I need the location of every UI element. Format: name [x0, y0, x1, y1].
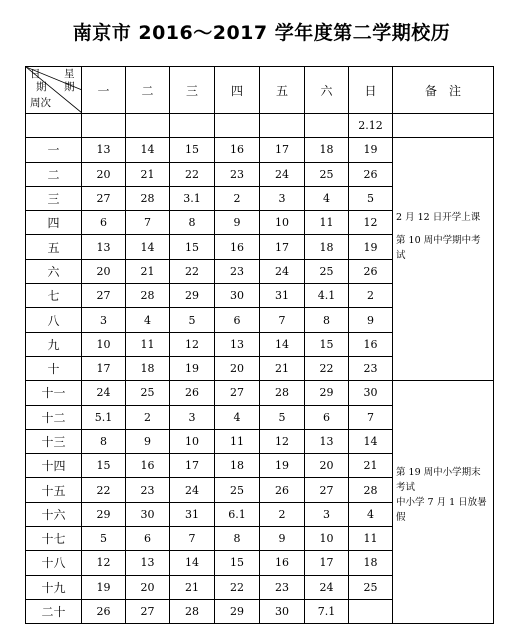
week-label: 十九	[26, 575, 82, 599]
date-cell: 12	[260, 429, 305, 453]
date-cell: 31	[170, 502, 215, 526]
date-cell: 15	[170, 235, 215, 259]
date-cell: 27	[305, 478, 349, 502]
date-cell: 19	[260, 454, 305, 478]
date-cell: 7	[349, 405, 393, 429]
date-cell: 22	[82, 478, 126, 502]
date-cell: 24	[260, 162, 305, 186]
date-cell: 2	[126, 405, 170, 429]
day-header-thu: 四	[215, 67, 260, 114]
date-cell: 24	[170, 478, 215, 502]
date-cell: 4	[126, 308, 170, 332]
date-cell: 16	[215, 235, 260, 259]
date-cell: 12	[170, 332, 215, 356]
date-cell: 3	[260, 186, 305, 210]
date-cell	[170, 114, 215, 138]
date-cell: 14	[260, 332, 305, 356]
week-label: 二	[26, 162, 82, 186]
date-cell: 15	[215, 551, 260, 575]
corner-ri-label: 日	[30, 68, 41, 80]
date-cell	[349, 599, 393, 623]
date-cell: 7	[260, 308, 305, 332]
date-cell: 30	[215, 284, 260, 308]
date-cell: 22	[305, 356, 349, 380]
date-cell: 13	[82, 235, 126, 259]
date-cell: 21	[126, 259, 170, 283]
date-cell: 19	[349, 235, 393, 259]
date-cell: 13	[215, 332, 260, 356]
date-cell: 10	[170, 429, 215, 453]
date-cell: 8	[170, 211, 215, 235]
week-row	[26, 381, 494, 405]
date-cell: 3	[82, 308, 126, 332]
date-cell	[260, 114, 305, 138]
date-cell: 24	[260, 259, 305, 283]
date-cell: 16	[126, 454, 170, 478]
date-cell: 2	[260, 502, 305, 526]
date-cell: 27	[126, 599, 170, 623]
date-cell: 8	[82, 429, 126, 453]
date-cell: 28	[260, 381, 305, 405]
date-cell: 14	[126, 235, 170, 259]
date-cell: 6	[305, 405, 349, 429]
week-label: 十三	[26, 429, 82, 453]
remark-text: 中小学 7 月 1 日放暑假	[396, 497, 487, 524]
date-cell: 5	[260, 405, 305, 429]
week-label: 九	[26, 332, 82, 356]
date-cell: 27	[82, 186, 126, 210]
date-cell: 18	[215, 454, 260, 478]
week-label: 二十	[26, 599, 82, 623]
corner-xing-label: 星	[64, 68, 75, 80]
date-cell: 2	[215, 186, 260, 210]
date-cell: 29	[82, 502, 126, 526]
date-cell: 3	[305, 502, 349, 526]
date-cell: 4	[215, 405, 260, 429]
date-cell: 11	[305, 211, 349, 235]
date-cell: 7	[126, 211, 170, 235]
date-cell: 16	[215, 138, 260, 162]
date-cell: 7	[170, 527, 215, 551]
date-cell: 17	[305, 551, 349, 575]
date-cell: 14	[170, 551, 215, 575]
date-cell: 20	[305, 454, 349, 478]
date-cell: 12	[82, 551, 126, 575]
corner-header-cell	[26, 67, 82, 114]
date-cell: 27	[82, 284, 126, 308]
day-header-tue: 二	[126, 67, 170, 114]
date-cell: 9	[126, 429, 170, 453]
date-cell: 21	[126, 162, 170, 186]
date-cell: 25	[305, 162, 349, 186]
date-cell: 8	[305, 308, 349, 332]
week-label: 一	[26, 138, 82, 162]
remark-text: 2 月 12 日开学上课	[396, 212, 481, 224]
week-label: 十	[26, 356, 82, 380]
date-cell: 12	[349, 211, 393, 235]
remark-text: 第 19 周中小学期末考试	[396, 467, 481, 494]
date-cell: 30	[349, 381, 393, 405]
date-cell	[215, 114, 260, 138]
date-cell: 21	[349, 454, 393, 478]
remark-text: 第 10 周中学期中考试	[396, 235, 481, 262]
date-cell: 13	[126, 551, 170, 575]
date-cell: 2.12	[349, 114, 393, 138]
date-cell: 21	[260, 356, 305, 380]
corner-zhouci-label: 周次	[30, 97, 51, 109]
week-label: 十五	[26, 478, 82, 502]
date-cell: 26	[349, 259, 393, 283]
week-label: 十八	[26, 551, 82, 575]
corner-qi2-label: 期	[64, 81, 75, 93]
date-cell: 20	[82, 259, 126, 283]
date-cell: 20	[126, 575, 170, 599]
date-cell: 22	[170, 162, 215, 186]
date-cell: 3.1	[170, 186, 215, 210]
date-cell: 17	[260, 138, 305, 162]
date-cell: 25	[215, 478, 260, 502]
date-cell: 6.1	[215, 502, 260, 526]
date-cell: 30	[126, 502, 170, 526]
week-label: 十四	[26, 454, 82, 478]
week-row	[26, 114, 494, 138]
date-cell: 10	[305, 527, 349, 551]
date-cell: 20	[215, 356, 260, 380]
date-cell: 29	[170, 284, 215, 308]
date-cell: 25	[305, 259, 349, 283]
date-cell: 5.1	[82, 405, 126, 429]
date-cell: 17	[82, 356, 126, 380]
date-cell: 23	[126, 478, 170, 502]
date-cell: 5	[170, 308, 215, 332]
date-cell: 22	[215, 575, 260, 599]
date-cell: 9	[215, 211, 260, 235]
day-header-wed: 三	[170, 67, 215, 114]
date-cell: 28	[126, 186, 170, 210]
day-header-fri: 五	[260, 67, 305, 114]
date-cell: 25	[349, 575, 393, 599]
date-cell: 22	[170, 259, 215, 283]
day-header-mon: 一	[82, 67, 126, 114]
date-cell: 30	[260, 599, 305, 623]
week-label: 十一	[26, 381, 82, 405]
date-cell: 28	[126, 284, 170, 308]
week-label: 十七	[26, 527, 82, 551]
week-label: 六	[26, 259, 82, 283]
date-cell: 28	[349, 478, 393, 502]
date-cell: 23	[215, 259, 260, 283]
week-label: 八	[26, 308, 82, 332]
date-cell: 13	[82, 138, 126, 162]
date-cell: 28	[170, 599, 215, 623]
week-label: 五	[26, 235, 82, 259]
date-cell: 24	[82, 381, 126, 405]
date-cell: 31	[260, 284, 305, 308]
date-cell: 18	[349, 551, 393, 575]
corner-qi-label: 期	[36, 81, 47, 93]
date-cell: 4	[305, 186, 349, 210]
date-cell: 23	[260, 575, 305, 599]
date-cell: 26	[82, 599, 126, 623]
date-cell: 23	[215, 162, 260, 186]
date-cell: 26	[349, 162, 393, 186]
week-label: 七	[26, 284, 82, 308]
date-cell: 11	[349, 527, 393, 551]
day-header-sun: 日	[349, 67, 393, 114]
date-cell: 15	[82, 454, 126, 478]
date-cell: 21	[170, 575, 215, 599]
week-label: 十六	[26, 502, 82, 526]
date-cell: 18	[305, 138, 349, 162]
remarks-header: 备 注	[393, 67, 494, 114]
date-cell: 3	[170, 405, 215, 429]
date-cell: 10	[260, 211, 305, 235]
date-cell: 6	[82, 211, 126, 235]
date-cell: 6	[126, 527, 170, 551]
remarks-block-2	[393, 381, 494, 624]
week-label: 三	[26, 186, 82, 210]
date-cell: 19	[349, 138, 393, 162]
date-cell: 25	[126, 381, 170, 405]
calendar-table	[25, 66, 494, 624]
date-cell: 16	[349, 332, 393, 356]
date-cell	[305, 114, 349, 138]
date-cell: 20	[82, 162, 126, 186]
date-cell: 9	[349, 308, 393, 332]
date-cell: 4.1	[305, 284, 349, 308]
date-cell: 24	[305, 575, 349, 599]
week-label	[26, 114, 82, 138]
header-row	[26, 67, 494, 114]
calendar-body	[26, 67, 494, 624]
remarks-block-1	[393, 138, 494, 381]
date-cell: 14	[349, 429, 393, 453]
date-cell: 26	[170, 381, 215, 405]
date-cell: 5	[82, 527, 126, 551]
date-cell: 7.1	[305, 599, 349, 623]
date-cell: 17	[260, 235, 305, 259]
date-cell: 11	[215, 429, 260, 453]
date-cell: 19	[170, 356, 215, 380]
date-cell: 19	[82, 575, 126, 599]
date-cell: 6	[215, 308, 260, 332]
date-cell	[82, 114, 126, 138]
date-cell: 18	[126, 356, 170, 380]
date-cell: 15	[170, 138, 215, 162]
date-cell: 17	[170, 454, 215, 478]
remarks-empty-cell	[393, 114, 494, 138]
date-cell: 27	[215, 381, 260, 405]
date-cell: 13	[305, 429, 349, 453]
date-cell: 9	[260, 527, 305, 551]
page-title: 南京市 2016～2017 学年度第二学期校历	[72, 22, 451, 44]
date-cell: 4	[349, 502, 393, 526]
date-cell: 26	[260, 478, 305, 502]
date-cell: 5	[349, 186, 393, 210]
date-cell: 14	[126, 138, 170, 162]
date-cell: 29	[215, 599, 260, 623]
day-header-sat: 六	[305, 67, 349, 114]
date-cell: 15	[305, 332, 349, 356]
date-cell: 16	[260, 551, 305, 575]
date-cell: 8	[215, 527, 260, 551]
week-row	[26, 138, 494, 162]
date-cell: 18	[305, 235, 349, 259]
week-label: 十二	[26, 405, 82, 429]
week-label: 四	[26, 211, 82, 235]
date-cell: 23	[349, 356, 393, 380]
date-cell: 2	[349, 284, 393, 308]
date-cell: 10	[82, 332, 126, 356]
date-cell: 29	[305, 381, 349, 405]
date-cell: 11	[126, 332, 170, 356]
date-cell	[126, 114, 170, 138]
